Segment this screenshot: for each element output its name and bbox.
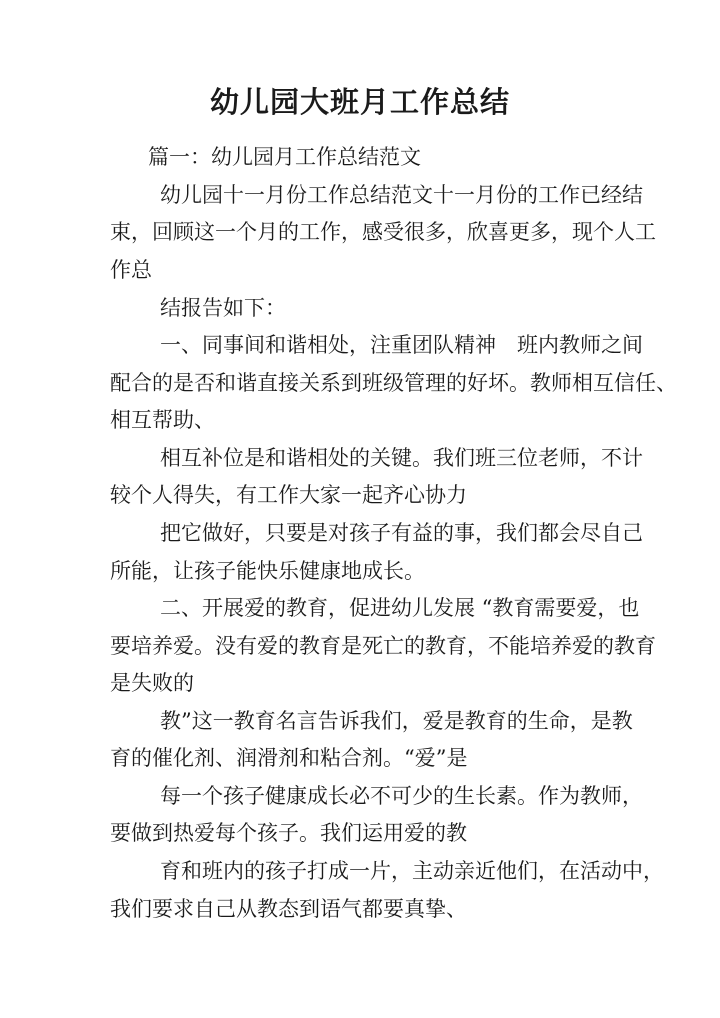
paragraph-line: 作总 xyxy=(110,258,152,282)
paragraph-line: 把它做好，只要是对孩子有益的事，我们都会尽自己 xyxy=(160,521,643,545)
paragraph-line: 所能，让孩子能快乐健康地成长。 xyxy=(110,559,425,583)
paragraph-line: 结报告如下： xyxy=(160,296,286,320)
paragraph-line: 育和班内的孩子打成一片，主动亲近他们，在活动中， xyxy=(160,859,664,883)
section-heading: 篇一：幼儿园月工作总结范文 xyxy=(148,145,421,169)
paragraph-line: 二、开展爱的教育，促进幼儿发展 “教育需要爱，也 xyxy=(160,596,640,620)
paragraph-line: 育的催化剂、润滑剂和粘合剂。“爱”是 xyxy=(110,746,468,770)
paragraph-line: 要做到热爱每个孩子。我们运用爱的教 xyxy=(110,821,467,845)
paragraph-line: 教”这一教育名言告诉我们，爱是教育的生命，是教 xyxy=(160,709,633,733)
paragraph-line: 要培养爱。没有爱的教育是死亡的教育，不能培养爱的教育 xyxy=(110,634,656,658)
paragraph-line: 我们要求自己从教态到语气都要真挚、 xyxy=(110,897,467,921)
paragraph-line: 一、同事间和谐相处，注重团队精神 班内教师之间 xyxy=(160,333,643,357)
document-title: 幼儿园大班月工作总结 xyxy=(209,85,510,119)
paragraph-line: 是失败的 xyxy=(110,671,194,695)
paragraph-line: 每一个孩子健康成长必不可少的生长素。作为教师， xyxy=(160,784,643,808)
paragraph-line: 相互补位是和谐相处的关键。我们班三位老师，不计 xyxy=(160,446,643,470)
paragraph-line: 配合的是否和谐直接关系到班级管理的好坏。教师相互信任、 xyxy=(110,371,677,395)
paragraph-line: 相互帮助、 xyxy=(110,408,215,432)
paragraph-line: 较个人得失，有工作大家一起齐心协力 xyxy=(110,483,467,507)
paragraph-line: 幼儿园十一月份工作总结范文十一月份的工作已经结 xyxy=(160,183,643,207)
paragraph-line: 束，回顾这一个月的工作，感受很多，欣喜更多，现个人工 xyxy=(110,220,656,244)
